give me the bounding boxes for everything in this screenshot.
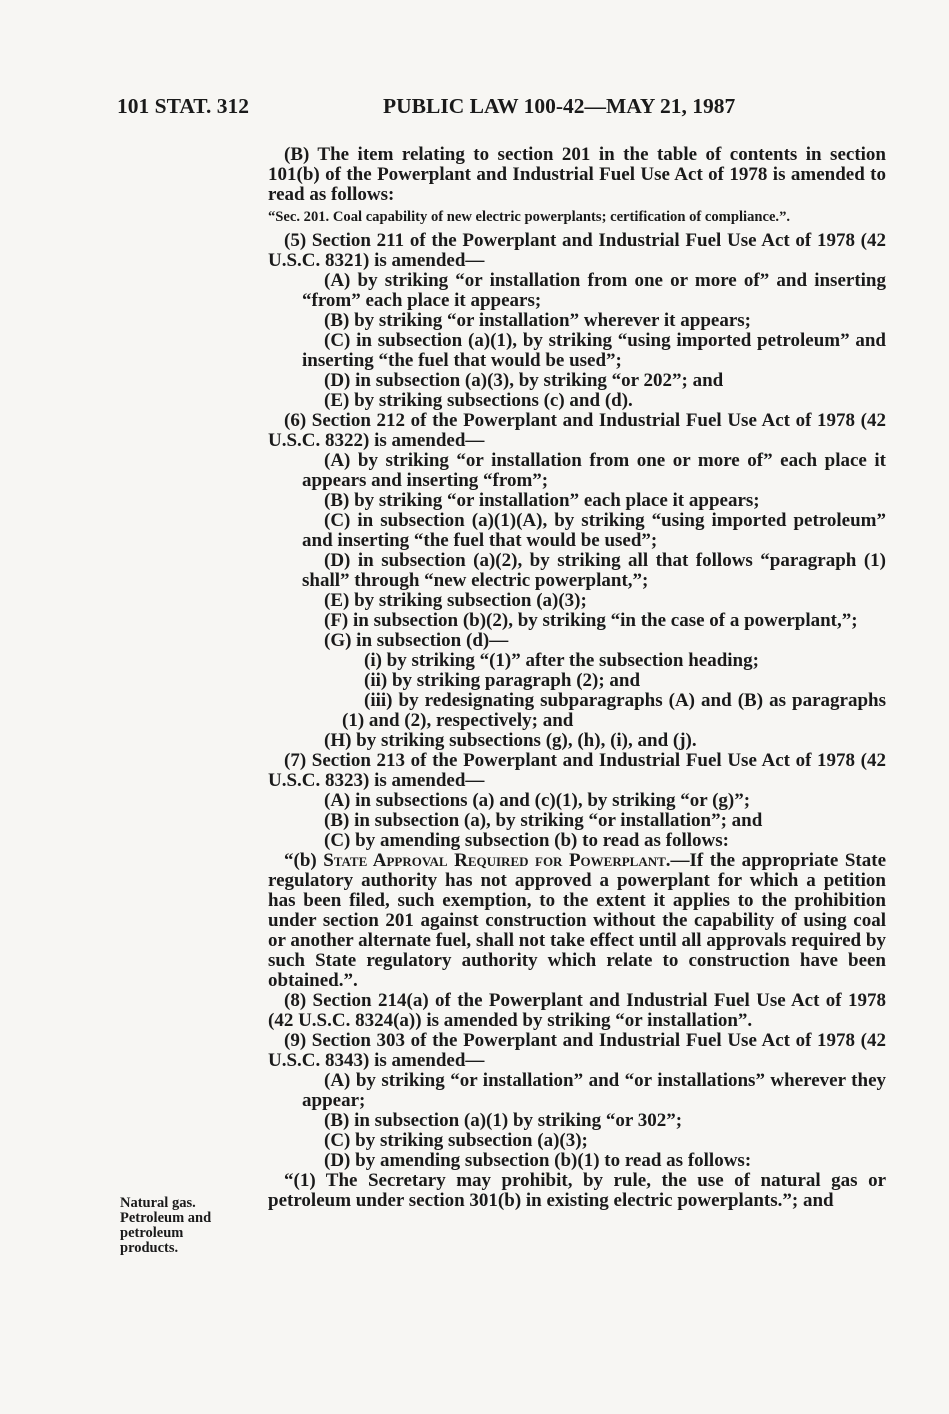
statute-paragraph: (8) Section 214(a) of the Powerplant and Industrial Fuel Use Act of 1978 (42 U.S.C. 8324(a)) is amended by striking “or installation”.	[268, 990, 886, 1031]
statute-paragraph: (F) in subsection (b)(2), by striking “in the case of a powerplant,”;	[324, 610, 858, 631]
page-header	[117, 94, 890, 118]
statute-paragraph: (B) by striking “or installation” each place it appears;	[324, 490, 760, 511]
statute-paragraph: (D) by amending subsection (b)(1) to read as follows:	[324, 1150, 752, 1171]
statute-paragraph: (i) by striking “(1)” after the subsection heading;	[364, 650, 759, 671]
statute-paragraph: (D) in subsection (a)(2), by striking all that follows “paragraph (1) shall” through “new electric powerplant,”;	[302, 550, 886, 591]
statute-paragraph: (B) by striking “or installation” wherever it appears;	[324, 310, 751, 331]
statute-paragraph: (B) The item relating to section 201 in the table of contents in section 101(b) of the Powerplant and Industrial Fuel Use Act of 1978 is amended to read as follows:	[268, 144, 886, 205]
statute-paragraph: (7) Section 213 of the Powerplant and Industrial Fuel Use Act of 1978 (42 U.S.C. 8323) is amended—	[268, 750, 886, 791]
paragraph-lead: “(b)	[284, 850, 324, 871]
statute-paragraph: (A) by striking “or installation from one or more of” and inserting “from” each place it appears;	[302, 270, 886, 311]
statute-paragraph: (5) Section 211 of the Powerplant and Industrial Fuel Use Act of 1978 (42 U.S.C. 8321) is amended—	[268, 230, 886, 271]
statute-paragraph: (C) in subsection (a)(1), by striking “using imported petroleum” and inserting “the fuel that would be used”;	[302, 330, 886, 371]
statute-paragraph: (9) Section 303 of the Powerplant and Industrial Fuel Use Act of 1978 (42 U.S.C. 8343) is amended—	[268, 1030, 886, 1071]
paragraph-text: —If the appropriate State regulatory authority has not approved a powerplant for which a petition has been filed, such exemption, to the extent it applies to the prohibition under section 201 against construction without the capability of using coal or another alternate fuel, shall not take effect until all approvals required by such State regulatory authority which relate to construction have been obtained.”.	[268, 850, 886, 991]
statute-paragraph: (G) in subsection (d)—	[324, 630, 509, 651]
margin-note-line: petroleum	[120, 1225, 184, 1241]
statute-paragraph: (6) Section 212 of the Powerplant and Industrial Fuel Use Act of 1978 (42 U.S.C. 8322) is amended—	[268, 410, 886, 451]
statute-paragraph: (H) by striking subsections (g), (h), (i), and (j).	[324, 730, 697, 751]
statute-paragraph: (A) by striking “or installation” and “or installations” wherever they appear;	[302, 1070, 886, 1111]
margin-note-line: Petroleum and	[120, 1210, 212, 1226]
statute-paragraph: “Sec. 201. Coal capability of new electric powerplants; certification of compliance.”.	[268, 209, 791, 225]
statute-paragraph: (iii) by redesignating subparagraphs (A) and (B) as paragraphs (1) and (2), respectively; and	[342, 690, 886, 731]
statute-paragraph: (C) by striking subsection (a)(3);	[324, 1130, 588, 1151]
statute-paragraph	[268, 851, 886, 991]
statute-paragraph: (C) in subsection (a)(1)(A), by striking “using imported petroleum” and inserting “the fuel that would be used”;	[302, 510, 886, 551]
margin-note-line: products.	[120, 1240, 179, 1256]
law-title: PUBLIC LAW 100-42—MAY 21, 1987	[383, 94, 736, 118]
statute-paragraph: (A) in subsections (a) and (c)(1), by striking “or (g)”;	[324, 790, 751, 811]
stat-reference: 101 STAT. 312	[117, 94, 250, 118]
statute-paragraph: (B) in subsection (a), by striking “or installation”; and	[324, 810, 763, 831]
statute-paragraph: (A) by striking “or installation from one or more of” each place it appears and inserting “from”;	[302, 450, 886, 491]
margin-note	[120, 1196, 250, 1256]
statute-body	[268, 145, 886, 1211]
statute-paragraph: (E) by striking subsection (a)(3);	[324, 590, 587, 611]
statute-paragraph: (E) by striking subsections (c) and (d).	[324, 390, 633, 411]
statute-paragraph: (D) in subsection (a)(3), by striking “or 202”; and	[324, 370, 724, 391]
statute-paragraph: (B) in subsection (a)(1) by striking “or 302”;	[324, 1110, 683, 1131]
margin-note-line: Natural gas.	[120, 1195, 196, 1211]
statute-paragraph: (ii) by striking paragraph (2); and	[364, 670, 641, 691]
statute-paragraph: “(1) The Secretary may prohibit, by rule, the use of natural gas or petroleum under section 301(b) in existing electric powerplants.”; and	[268, 1170, 886, 1211]
statute-paragraph: (C) by amending subsection (b) to read as follows:	[324, 830, 730, 851]
subsection-heading: State Approval Required for Powerplant.	[323, 850, 671, 871]
